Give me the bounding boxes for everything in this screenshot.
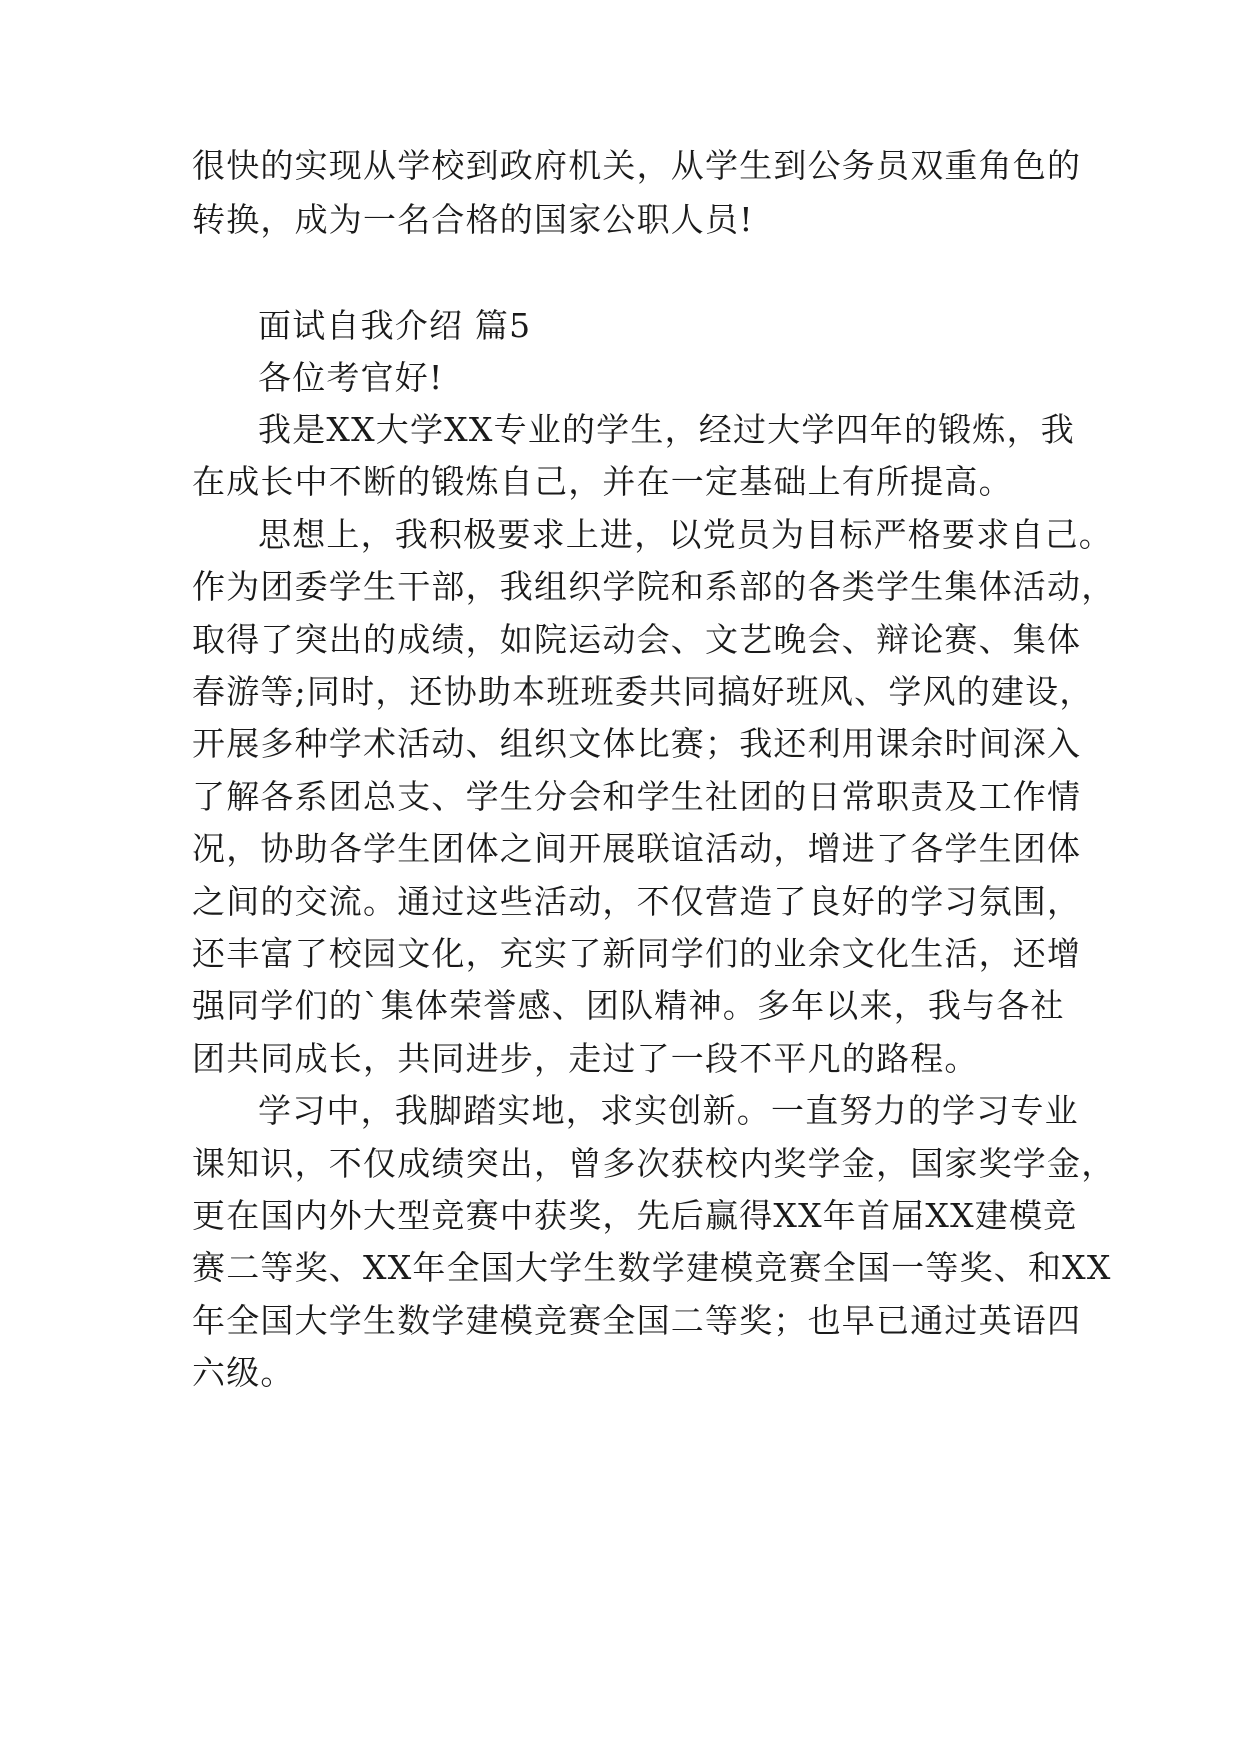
paragraph-line: 学习中，我脚踏实地，求实创新。一直努力的学习专业 — [258, 1091, 1079, 1130]
paragraph-line: 六级。 — [192, 1353, 295, 1392]
paragraph-line: 了解各系团总支、学生分会和学生社团的日常职责及工作情 — [192, 777, 1082, 816]
section-heading: 面试自我介绍 篇5 — [258, 306, 532, 345]
text-line: 很快的实现从学校到政府机关，从学生到公务员双重角色的 — [192, 146, 1082, 185]
paragraph-line: 春游等;同时，还协助本班班委共同搞好班风、学风的建设， — [192, 672, 1094, 711]
paragraph-line: 还丰富了校园文化，充实了新同学们的业余文化生活，还增 — [192, 934, 1082, 973]
paragraph-line: 赛二等奖、XX年全国大学生数学建模竞赛全国一等奖、和XX — [192, 1248, 1112, 1287]
paragraph-line: 开展多种学术活动、组织文体比赛；我还利用课余时间深入 — [192, 724, 1082, 763]
paragraph-line: 况，协助各学生团体之间开展联谊活动，增进了各学生团体 — [192, 829, 1082, 868]
paragraph-line: 强同学们的`集体荣誉感、团队精神。多年以来，我与各社 — [192, 986, 1065, 1025]
paragraph-line: 我是XX大学XX专业的学生，经过大学四年的锻炼，我 — [258, 410, 1075, 449]
paragraph-line: 年全国大学生数学建模竞赛全国二等奖；也早已通过英语四 — [192, 1301, 1082, 1340]
greeting: 各位考官好! — [258, 358, 444, 397]
paragraph-line: 在成长中不断的锻炼自己，并在一定基础上有所提高。 — [192, 462, 1013, 501]
paragraph-line: 取得了突出的成绩，如院运动会、文艺晚会、辩论赛、集体 — [192, 620, 1082, 659]
paragraph-line: 作为团委学生干部，我组织学院和系部的各类学生集体活动， — [192, 567, 1116, 606]
paragraph-line: 之间的交流。通过这些活动，不仅营造了良好的学习氛围， — [192, 882, 1082, 921]
paragraph-line: 思想上，我积极要求上进，以党员为目标严格要求自己。 — [258, 515, 1113, 554]
paragraph-line: 课知识，不仅成绩突出，曾多次获校内奖学金，国家奖学金， — [192, 1144, 1116, 1183]
paragraph-line: 团共同成长，共同进步，走过了一段不平凡的路程。 — [192, 1039, 979, 1078]
paragraph-line: 更在国内外大型竞赛中获奖，先后赢得XX年首届XX建模竞 — [192, 1196, 1078, 1235]
text-line: 转换，成为一名合格的国家公职人员! — [192, 200, 754, 239]
